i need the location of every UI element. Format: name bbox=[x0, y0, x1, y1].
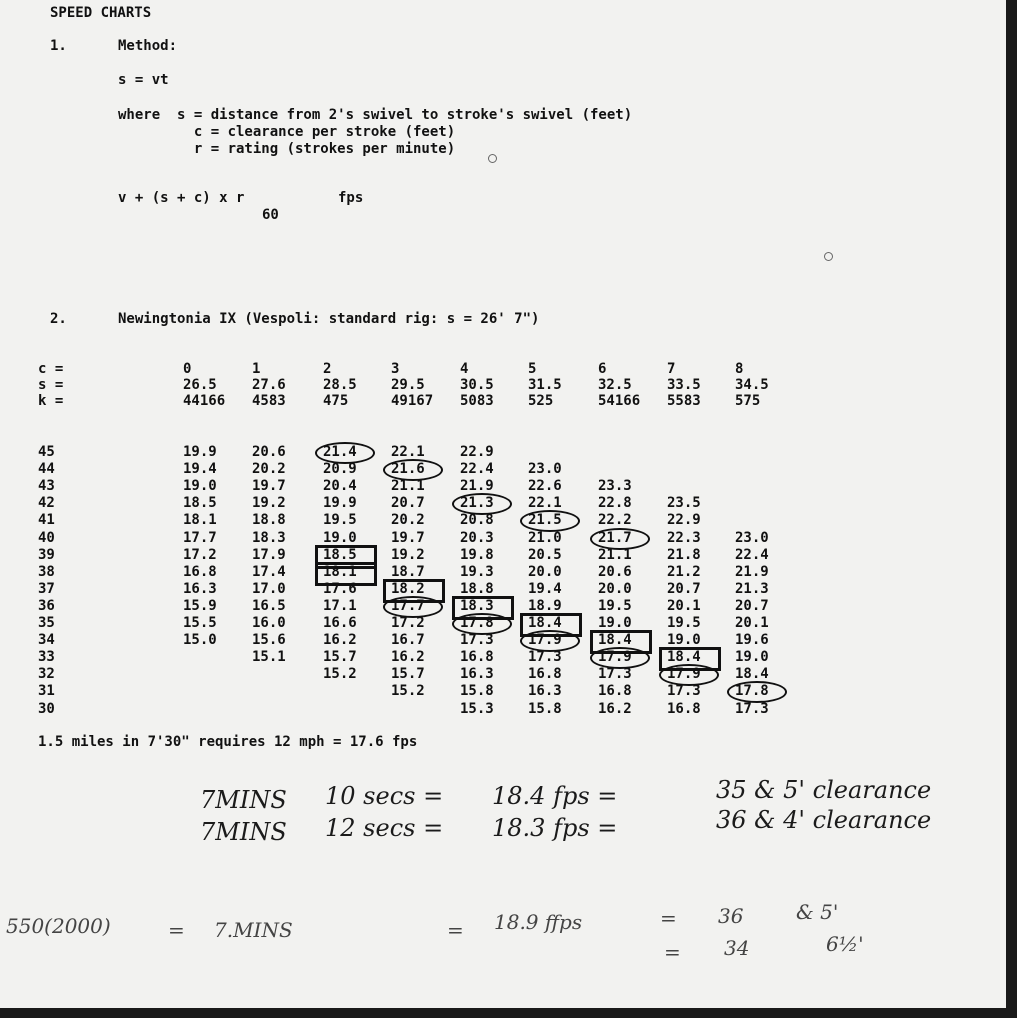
velocity-units: fps bbox=[338, 190, 364, 206]
speed-cell: 15.7 bbox=[323, 649, 357, 666]
row-label-s: s = bbox=[38, 377, 64, 393]
speed-cell: 22.9 bbox=[667, 512, 701, 529]
speed-cell: 19.4 bbox=[528, 580, 562, 597]
rating-label: 32 bbox=[38, 666, 55, 683]
speed-cell: 16.6 bbox=[323, 615, 357, 631]
section1-number: 1. bbox=[50, 38, 67, 54]
header-s-cell: 29.5 bbox=[391, 377, 425, 393]
speed-cell: 15.5 bbox=[183, 615, 217, 631]
hw-line2-secs: 12 secs = bbox=[325, 814, 444, 842]
header-k-cell: 44166 bbox=[183, 393, 226, 409]
speed-cell: 18.3 bbox=[460, 597, 494, 614]
header-k-cell: 54166 bbox=[598, 393, 641, 409]
speed-cell: 21.0 bbox=[528, 529, 562, 546]
speed-cell: 17.4 bbox=[252, 563, 286, 580]
speed-cell: 16.8 bbox=[528, 666, 562, 683]
hw-line1-time: 7MINS bbox=[200, 786, 287, 814]
header-k-cell: 5583 bbox=[667, 393, 701, 409]
speed-cell: 22.9 bbox=[460, 444, 494, 460]
speed-cell: 20.1 bbox=[735, 615, 769, 631]
hw-line4-eq: = bbox=[664, 940, 681, 964]
speed-cell: 15.1 bbox=[252, 649, 286, 666]
header-s-cell: 28.5 bbox=[323, 377, 357, 393]
header-s-cell: 32.5 bbox=[598, 377, 632, 393]
speed-cell: 23.0 bbox=[528, 461, 562, 478]
header-k-cell: 525 bbox=[528, 393, 554, 409]
speed-cell: 20.4 bbox=[323, 478, 357, 495]
speed-cell: 18.1 bbox=[183, 512, 217, 529]
speed-cell: 19.2 bbox=[252, 495, 286, 512]
speed-cell: 23.3 bbox=[598, 478, 632, 495]
speed-cell: 16.8 bbox=[667, 700, 701, 717]
speed-cell: 18.8 bbox=[252, 512, 286, 529]
header-c-cell: 1 bbox=[252, 361, 261, 377]
speed-cell: 21.3 bbox=[735, 580, 769, 597]
speed-cell: 19.0 bbox=[735, 649, 769, 666]
speed-cell: 17.1 bbox=[323, 597, 357, 614]
speed-cell: 21.5 bbox=[528, 512, 562, 529]
speed-cell: 19.4 bbox=[183, 461, 217, 478]
speed-cell: 16.8 bbox=[183, 563, 217, 580]
speed-cell: 17.0 bbox=[252, 580, 286, 597]
speed-cell: 23.5 bbox=[667, 495, 701, 512]
speed-cell: 20.5 bbox=[528, 546, 562, 563]
rating-label: 44 bbox=[38, 461, 55, 478]
speed-cell: 20.7 bbox=[735, 597, 769, 614]
speed-cell: 22.4 bbox=[460, 461, 494, 478]
speed-cell: 16.0 bbox=[252, 615, 286, 631]
circled-value-mark bbox=[383, 596, 443, 618]
header-c-cell: 5 bbox=[528, 361, 537, 377]
header-k-cell: 575 bbox=[735, 393, 761, 409]
speed-cell: 17.3 bbox=[460, 632, 494, 649]
speed-cell: 21.4 bbox=[323, 444, 357, 460]
speed-cell: 18.8 bbox=[460, 580, 494, 597]
header-c-cell: 6 bbox=[598, 361, 607, 377]
speed-cell: 19.2 bbox=[391, 546, 425, 563]
speed-cell: 17.8 bbox=[735, 683, 769, 700]
header-s-cell: 27.6 bbox=[252, 377, 286, 393]
header-c-cell: 3 bbox=[391, 361, 400, 377]
header-c-cell: 2 bbox=[323, 361, 332, 377]
rating-label: 45 bbox=[38, 444, 55, 460]
speed-cell: 15.8 bbox=[460, 683, 494, 700]
row-label-c: c = bbox=[38, 361, 64, 377]
speed-cell: 17.7 bbox=[391, 597, 425, 614]
speed-cell: 16.3 bbox=[183, 580, 217, 597]
speed-cell: 19.5 bbox=[598, 597, 632, 614]
hw-line3-clearance: & 5' bbox=[796, 900, 839, 924]
speed-cell: 20.6 bbox=[252, 444, 286, 460]
hw-line2-result: 36 & 4' clearance bbox=[716, 806, 932, 834]
speed-cell: 22.1 bbox=[391, 444, 425, 460]
speed-cell: 20.2 bbox=[252, 461, 286, 478]
header-c-cell: 4 bbox=[460, 361, 469, 377]
header-c-cell: 8 bbox=[735, 361, 744, 377]
speed-cell: 15.3 bbox=[460, 700, 494, 717]
speed-cell: 21.3 bbox=[460, 495, 494, 512]
hw-line1-secs: 10 secs = bbox=[325, 782, 444, 810]
hw-line3-time: 7.MINS bbox=[214, 918, 293, 942]
speed-cell: 15.7 bbox=[391, 666, 425, 683]
hw-line3-eq2: = bbox=[447, 918, 464, 942]
rating-label: 37 bbox=[38, 580, 55, 597]
hw-line4-rating: 34 bbox=[724, 936, 750, 960]
speed-cell: 19.3 bbox=[460, 563, 494, 580]
header-s-cell: 30.5 bbox=[460, 377, 494, 393]
speed-cell: 22.1 bbox=[528, 495, 562, 512]
speed-cell: 17.7 bbox=[183, 529, 217, 546]
speed-cell: 19.0 bbox=[667, 632, 701, 649]
header-s-cell: 31.5 bbox=[528, 377, 562, 393]
hw-line1-speed: 18.4 fps = bbox=[492, 782, 618, 810]
speed-cell: 20.8 bbox=[460, 512, 494, 529]
rating-label: 34 bbox=[38, 632, 55, 649]
speed-cell: 18.3 bbox=[252, 529, 286, 546]
hw-line1-result: 35 & 5' clearance bbox=[716, 776, 932, 804]
rating-label: 33 bbox=[38, 649, 55, 666]
distance-formula: s = vt bbox=[118, 72, 169, 88]
velocity-formula: v + (s + c) x r bbox=[118, 190, 245, 206]
speed-cell: 19.5 bbox=[667, 615, 701, 631]
speed-cell: 18.4 bbox=[598, 632, 632, 649]
rating-label: 31 bbox=[38, 683, 55, 700]
paper-speck bbox=[824, 252, 833, 261]
definition-c: c = clearance per stroke (feet) bbox=[118, 124, 456, 140]
speed-cell: 18.1 bbox=[323, 563, 357, 580]
speed-cell: 21.9 bbox=[460, 478, 494, 495]
speed-cell: 17.9 bbox=[528, 632, 562, 649]
speed-cell: 19.7 bbox=[252, 478, 286, 495]
speed-cell: 20.7 bbox=[391, 495, 425, 512]
rating-label: 43 bbox=[38, 478, 55, 495]
speed-cell: 19.5 bbox=[323, 512, 357, 529]
header-c-cell: 0 bbox=[183, 361, 192, 377]
speed-cell: 19.6 bbox=[735, 632, 769, 649]
speed-cell: 18.9 bbox=[528, 597, 562, 614]
section2-title: Newingtonia IX (Vespoli: standard rig: s = 26' 7") bbox=[118, 311, 540, 327]
speed-cell: 20.6 bbox=[598, 563, 632, 580]
speed-cell: 21.8 bbox=[667, 546, 701, 563]
rating-label: 35 bbox=[38, 615, 55, 631]
hw-line3-rating: 36 bbox=[718, 904, 744, 928]
speed-cell: 21.1 bbox=[391, 478, 425, 495]
speed-cell: 17.2 bbox=[183, 546, 217, 563]
rating-label: 42 bbox=[38, 495, 55, 512]
speed-cell: 22.3 bbox=[667, 529, 701, 546]
hw-line4-clearance: 6½' bbox=[826, 932, 864, 956]
speed-cell: 16.8 bbox=[598, 683, 632, 700]
speed-cell: 19.8 bbox=[460, 546, 494, 563]
speed-cell: 21.1 bbox=[598, 546, 632, 563]
speed-cell: 22.2 bbox=[598, 512, 632, 529]
hw-line3-eq3: = bbox=[660, 906, 677, 930]
speed-cell: 18.5 bbox=[183, 495, 217, 512]
speed-cell: 21.6 bbox=[391, 461, 425, 478]
circled-value-mark bbox=[383, 459, 443, 481]
speed-cell: 20.9 bbox=[323, 461, 357, 478]
boxed-value-mark bbox=[315, 562, 377, 586]
speed-cell: 20.7 bbox=[667, 580, 701, 597]
header-k-cell: 475 bbox=[323, 393, 349, 409]
speed-cell: 16.8 bbox=[460, 649, 494, 666]
speed-cell: 21.7 bbox=[598, 529, 632, 546]
header-s-cell: 34.5 bbox=[735, 377, 769, 393]
speed-cell: 20.0 bbox=[528, 563, 562, 580]
header-c-cell: 7 bbox=[667, 361, 676, 377]
speed-cell: 15.6 bbox=[252, 632, 286, 649]
speed-cell: 22.6 bbox=[528, 478, 562, 495]
speed-cell: 19.0 bbox=[323, 529, 357, 546]
hw-line3-eq1: = bbox=[168, 918, 185, 942]
header-k-cell: 4583 bbox=[252, 393, 286, 409]
summary-line: 1.5 miles in 7'30" requires 12 mph = 17.6 fps bbox=[38, 734, 418, 750]
circled-value-mark bbox=[315, 442, 375, 464]
speed-cell: 17.9 bbox=[252, 546, 286, 563]
speed-cell: 19.0 bbox=[183, 478, 217, 495]
rating-label: 39 bbox=[38, 546, 55, 563]
paper-speck bbox=[488, 154, 497, 163]
speed-cell: 19.9 bbox=[323, 495, 357, 512]
speed-cell: 18.4 bbox=[735, 666, 769, 683]
speed-cell: 15.0 bbox=[183, 632, 217, 649]
speed-cell: 19.9 bbox=[183, 444, 217, 460]
definition-s: where s = distance from 2's swivel to stroke's swivel (feet) bbox=[118, 107, 633, 123]
speed-cell: 17.3 bbox=[528, 649, 562, 666]
rating-label: 36 bbox=[38, 597, 55, 614]
speed-cell: 15.8 bbox=[528, 700, 562, 717]
definition-r: r = rating (strokes per minute) bbox=[118, 141, 456, 157]
page-heading: SPEED CHARTS bbox=[50, 5, 152, 21]
speed-cell: 17.9 bbox=[598, 649, 632, 666]
speed-cell: 15.9 bbox=[183, 597, 217, 614]
speed-cell: 20.0 bbox=[598, 580, 632, 597]
circled-value-mark bbox=[520, 630, 580, 652]
speed-cell: 18.5 bbox=[323, 546, 357, 563]
speed-cell: 15.2 bbox=[391, 683, 425, 700]
section2-number: 2. bbox=[50, 311, 67, 327]
speed-cell: 15.2 bbox=[323, 666, 357, 683]
rating-label: 30 bbox=[38, 700, 55, 717]
hw-line2-speed: 18.3 fps = bbox=[492, 814, 618, 842]
header-s-cell: 26.5 bbox=[183, 377, 217, 393]
speed-cell: 17.9 bbox=[667, 666, 701, 683]
speed-cell: 22.8 bbox=[598, 495, 632, 512]
speed-cell: 19.7 bbox=[391, 529, 425, 546]
speed-cell: 20.1 bbox=[667, 597, 701, 614]
speed-cell: 16.5 bbox=[252, 597, 286, 614]
rating-label: 41 bbox=[38, 512, 55, 529]
speed-cell: 19.0 bbox=[598, 615, 632, 631]
speed-cell: 16.3 bbox=[460, 666, 494, 683]
speed-cell: 16.3 bbox=[528, 683, 562, 700]
speed-cell: 18.7 bbox=[391, 563, 425, 580]
header-k-cell: 5083 bbox=[460, 393, 494, 409]
speed-cell: 18.4 bbox=[667, 649, 701, 666]
circled-value-mark bbox=[590, 528, 650, 550]
velocity-denominator: 60 bbox=[262, 207, 279, 223]
circled-value-mark bbox=[452, 613, 512, 635]
speed-cell: 17.3 bbox=[667, 683, 701, 700]
speed-cell: 16.2 bbox=[323, 632, 357, 649]
hw-line3-left: 550(2000) bbox=[6, 914, 111, 938]
speed-cell: 17.3 bbox=[735, 700, 769, 717]
hw-line3-speed: 18.9 ffps bbox=[494, 910, 583, 934]
speed-cell: 17.3 bbox=[598, 666, 632, 683]
rating-label: 38 bbox=[38, 563, 55, 580]
speed-cell: 18.4 bbox=[528, 615, 562, 631]
header-k-cell: 49167 bbox=[391, 393, 434, 409]
row-label-k: k = bbox=[38, 393, 64, 409]
rating-label: 40 bbox=[38, 529, 55, 546]
speed-cell: 20.2 bbox=[391, 512, 425, 529]
speed-cell: 18.2 bbox=[391, 580, 425, 597]
speed-cell: 17.6 bbox=[323, 580, 357, 597]
speed-cell: 22.4 bbox=[735, 546, 769, 563]
speed-cell: 16.7 bbox=[391, 632, 425, 649]
speed-cell: 21.2 bbox=[667, 563, 701, 580]
speed-cell: 21.9 bbox=[735, 563, 769, 580]
section1-label: Method: bbox=[118, 38, 178, 54]
hw-line2-time: 7MINS bbox=[200, 818, 287, 846]
speed-cell: 17.2 bbox=[391, 615, 425, 631]
speed-cell: 23.0 bbox=[735, 529, 769, 546]
speed-cell: 16.2 bbox=[391, 649, 425, 666]
speed-cell: 16.2 bbox=[598, 700, 632, 717]
speed-cell: 20.3 bbox=[460, 529, 494, 546]
header-s-cell: 33.5 bbox=[667, 377, 701, 393]
speed-cell: 17.8 bbox=[460, 615, 494, 631]
